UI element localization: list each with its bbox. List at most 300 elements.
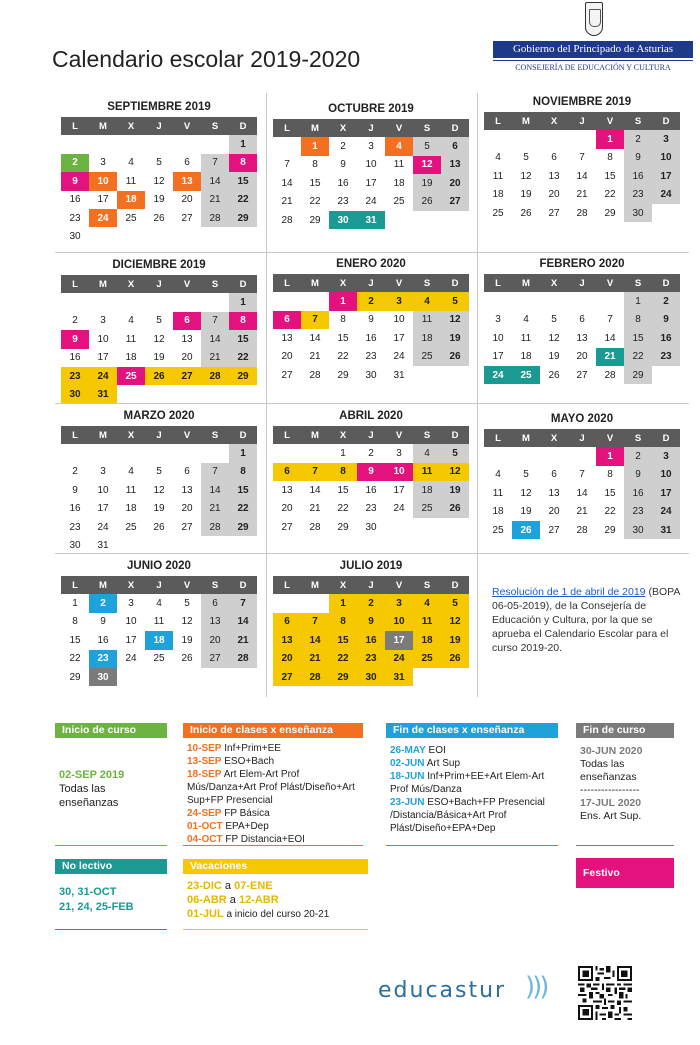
empty-cell — [201, 135, 229, 153]
day-cell: 18 — [413, 631, 441, 649]
day-cell: 23 — [624, 503, 652, 521]
day-cell: 7 — [607, 314, 613, 326]
day-cell: 11 — [125, 333, 137, 345]
day-cell: 16 — [365, 484, 377, 496]
day-cell: 11 — [413, 311, 441, 329]
weekday-header: X — [329, 576, 357, 594]
weekday-header: M — [301, 274, 329, 292]
day-cell: 21 — [576, 506, 588, 518]
month-grid — [61, 275, 257, 404]
empty-cell — [484, 292, 512, 310]
day-cell: 9 — [100, 616, 106, 628]
resolution-link[interactable]: Resolución de 1 de abril de 2019 — [492, 586, 646, 598]
empty-cell — [201, 444, 229, 462]
day-cell: 27 — [181, 521, 193, 533]
weekday-header: X — [329, 119, 357, 137]
day-cell: 12 — [548, 332, 560, 344]
day-cell: 28 — [604, 369, 616, 381]
weekday-header: J — [145, 426, 173, 444]
day-cell: 8 — [607, 469, 613, 481]
day-cell: 7 — [284, 159, 290, 171]
day-cell: 20 — [281, 351, 293, 363]
day-cell: 7 — [201, 312, 229, 330]
day-cell: 5 — [523, 152, 529, 164]
weekday-header: M — [89, 275, 117, 293]
day-cell: 30 — [89, 668, 117, 686]
weekday-header: L — [484, 429, 512, 447]
legend-underline — [386, 845, 558, 846]
day-cell: 5 — [156, 466, 162, 478]
day-cell: 20 — [548, 506, 560, 518]
day-cell: 13 — [281, 332, 293, 344]
day-cell: 2 — [652, 292, 680, 310]
day-cell: 20 — [273, 650, 301, 668]
day-cell: 17 — [365, 177, 377, 189]
day-cell: 27 — [281, 369, 293, 381]
empty-cell — [173, 444, 201, 462]
month-7 — [273, 410, 469, 536]
day-cell: 11 — [153, 616, 165, 628]
empty-cell — [173, 293, 201, 311]
empty-cell — [89, 444, 117, 462]
day-cell: 1 — [596, 447, 624, 465]
day-cell: 9 — [624, 149, 652, 167]
legend-text: Ens. Art Sup. — [580, 810, 642, 822]
empty-cell — [273, 594, 301, 612]
day-cell: 22 — [229, 191, 257, 209]
month-grid — [273, 119, 469, 229]
day-cell: 24 — [393, 351, 405, 363]
day-cell: 25 — [125, 212, 137, 224]
day-cell: 21 — [201, 191, 229, 209]
day-cell: 10 — [652, 149, 680, 167]
day-cell: 4 — [128, 157, 134, 169]
day-cell: 12 — [520, 170, 532, 182]
government-name: Gobierno del Principado de Asturias — [493, 41, 693, 58]
legend-date: 12-ABR — [238, 894, 279, 906]
weekday-header: V — [173, 576, 201, 594]
day-cell: 30 — [61, 385, 89, 403]
day-cell: 8 — [229, 463, 257, 481]
weekday-header: V — [173, 275, 201, 293]
month-grid — [484, 274, 680, 384]
day-cell: 27 — [281, 521, 293, 533]
crest-icon — [585, 2, 603, 36]
legend-title: No lectivo — [55, 859, 167, 874]
day-cell: 2 — [340, 141, 346, 153]
day-cell: 1 — [596, 130, 624, 148]
day-cell: 3 — [396, 448, 402, 460]
empty-cell — [484, 447, 512, 465]
day-cell: 11 — [492, 170, 504, 182]
day-cell: 12 — [181, 616, 193, 628]
weekday-header: D — [441, 119, 469, 137]
legend-date: 23-DIC — [187, 880, 222, 892]
day-cell: 31 — [385, 668, 413, 686]
weekday-header: S — [624, 429, 652, 447]
day-cell: 21 — [281, 196, 293, 208]
day-cell: 29 — [69, 671, 81, 683]
weekday-header: X — [540, 112, 568, 130]
day-cell: 25 — [413, 348, 441, 366]
day-cell: 6 — [184, 466, 190, 478]
day-cell: 15 — [337, 332, 349, 344]
day-cell: 16 — [69, 503, 81, 515]
day-cell: 21 — [201, 349, 229, 367]
day-cell: 7 — [579, 469, 585, 481]
day-cell: 23 — [69, 521, 81, 533]
weekday-header: X — [540, 429, 568, 447]
day-cell: 27 — [181, 212, 193, 224]
row-divider — [55, 252, 689, 253]
weekday-header: J — [568, 274, 596, 292]
day-cell: 6 — [441, 137, 469, 155]
day-cell: 13 — [201, 613, 229, 631]
day-cell: 18 — [413, 329, 441, 347]
month-6 — [61, 410, 257, 555]
day-cell: 13 — [273, 631, 301, 649]
legend-title: Vacaciones — [183, 859, 368, 874]
day-cell: 15 — [604, 487, 616, 499]
day-cell: 3 — [652, 130, 680, 148]
day-cell: 16 — [357, 631, 385, 649]
legend-text: Art Sup — [426, 758, 461, 769]
empty-cell — [512, 447, 540, 465]
day-cell: 20 — [181, 194, 193, 206]
month-4 — [273, 258, 469, 384]
day-cell: 31 — [97, 540, 109, 552]
day-cell: 29 — [229, 518, 257, 536]
day-cell: 15 — [229, 330, 257, 348]
day-cell: 29 — [229, 367, 257, 385]
day-cell: 4 — [128, 315, 134, 327]
day-cell: 18 — [413, 481, 441, 499]
day-cell: 21 — [576, 189, 588, 201]
legend-text: ESO+Bach+FP Presencial /Distancia/Básica+Art Prof Plást/Diseño+EPA+Dep — [390, 797, 545, 834]
weekday-header: D — [229, 117, 257, 135]
weekday-header: S — [201, 275, 229, 293]
day-cell: 10 — [385, 463, 413, 481]
day-cell: 12 — [153, 333, 165, 345]
weekday-header: M — [512, 274, 540, 292]
legend-item — [187, 807, 357, 820]
day-cell: 29 — [337, 369, 349, 381]
legend-text: Inf+Prim+EE+Art Elem-Art Prof Mús/Danza — [390, 771, 545, 795]
day-cell: 20 — [576, 351, 588, 363]
day-cell: 23 — [337, 196, 349, 208]
weekday-header: J — [568, 429, 596, 447]
day-cell: 9 — [624, 466, 652, 484]
weekday-header: L — [484, 274, 512, 292]
legend-text: a inicio del curso 20-21 — [223, 909, 330, 920]
day-cell: 19 — [153, 503, 165, 515]
day-cell: 7 — [201, 463, 229, 481]
month-name: NOVIEMBRE 2019 — [532, 96, 632, 108]
weekday-header: X — [117, 275, 145, 293]
day-cell: 29 — [309, 214, 321, 226]
day-cell: 5 — [413, 137, 441, 155]
day-cell: 24 — [385, 650, 413, 668]
weekday-header: L — [61, 426, 89, 444]
empty-cell — [173, 135, 201, 153]
day-cell: 8 — [607, 152, 613, 164]
day-cell: 28 — [309, 521, 321, 533]
empty-cell — [596, 292, 624, 310]
day-cell: 18 — [117, 191, 145, 209]
day-cell: 21 — [301, 650, 329, 668]
day-cell: 31 — [652, 521, 680, 539]
day-cell: 27 — [576, 369, 588, 381]
day-cell: 14 — [201, 481, 229, 499]
month-name: ABRIL 2020 — [339, 410, 403, 422]
day-cell: 26 — [181, 653, 193, 665]
day-cell: 8 — [72, 616, 78, 628]
day-cell: 26 — [153, 212, 165, 224]
month-grid — [61, 576, 257, 686]
day-cell: 10 — [89, 172, 117, 190]
day-cell: 16 — [365, 332, 377, 344]
day-cell: 3 — [100, 315, 106, 327]
legend-date: 21, 24, 25-FEB — [59, 901, 134, 913]
day-cell: 17 — [652, 167, 680, 185]
legend-underline — [576, 845, 674, 846]
day-cell: 21 — [309, 351, 321, 363]
month-grid — [61, 117, 257, 246]
day-cell: 31 — [393, 369, 405, 381]
weekday-header: V — [596, 112, 624, 130]
empty-cell — [61, 293, 89, 311]
day-cell: 19 — [181, 634, 193, 646]
legend-date: 01-JUL — [187, 908, 224, 920]
day-cell: 1 — [624, 292, 652, 310]
day-cell: 23 — [357, 650, 385, 668]
day-cell: 8 — [329, 613, 357, 631]
legend-underline — [55, 845, 167, 846]
weekday-header: M — [512, 112, 540, 130]
empty-cell — [301, 444, 329, 462]
day-cell: 9 — [357, 613, 385, 631]
day-cell: 26 — [548, 369, 560, 381]
day-cell: 17 — [125, 634, 137, 646]
empty-cell — [540, 292, 568, 310]
day-cell: 12 — [153, 484, 165, 496]
day-cell: 22 — [604, 189, 616, 201]
legend-date: 13-SEP — [187, 756, 222, 767]
day-cell: 24 — [365, 196, 377, 208]
empty-cell — [61, 444, 89, 462]
legend-text: a — [226, 894, 239, 906]
day-cell: 8 — [229, 312, 257, 330]
empty-cell — [568, 292, 596, 310]
day-cell: 7 — [579, 152, 585, 164]
legend-date: 30, 31-OCT — [59, 886, 117, 898]
day-cell: 25 — [492, 524, 504, 536]
day-cell: 18 — [125, 352, 137, 364]
day-cell: 14 — [604, 332, 616, 344]
legend-date: 04-OCT — [187, 834, 223, 845]
day-cell: 28 — [576, 524, 588, 536]
weekday-header: M — [512, 429, 540, 447]
day-cell: 15 — [309, 177, 321, 189]
day-cell: 25 — [413, 500, 441, 518]
day-cell: 10 — [492, 332, 504, 344]
legend-date: 06-ABR — [187, 894, 227, 906]
weekday-header: S — [624, 112, 652, 130]
day-cell: 16 — [624, 484, 652, 502]
legend-item — [390, 744, 552, 757]
day-cell: 23 — [365, 351, 377, 363]
day-cell: 13 — [548, 170, 560, 182]
day-cell: 22 — [69, 653, 81, 665]
legend-date: 02-JUN — [390, 758, 425, 769]
day-cell: 17 — [652, 484, 680, 502]
weekday-header: D — [229, 426, 257, 444]
day-cell: 5 — [441, 292, 469, 310]
weekday-header: D — [441, 274, 469, 292]
day-cell: 14 — [281, 177, 293, 189]
legend-title: Inicio de curso — [55, 723, 167, 738]
weekday-header: M — [301, 426, 329, 444]
day-cell: 5 — [441, 444, 469, 462]
day-cell: 1 — [229, 293, 257, 311]
day-cell: 22 — [337, 503, 349, 515]
day-cell: 26 — [520, 207, 532, 219]
weekday-header: S — [201, 576, 229, 594]
legend-fin-curso — [576, 723, 674, 847]
day-cell: 14 — [201, 330, 229, 348]
day-cell: 28 — [309, 369, 321, 381]
day-cell: 19 — [413, 174, 441, 192]
weekday-header: D — [229, 275, 257, 293]
educastur-logo: educastur — [378, 978, 507, 1003]
legend-item — [187, 893, 362, 907]
day-cell: 8 — [340, 314, 346, 326]
empty-cell — [145, 135, 173, 153]
empty-cell — [273, 137, 301, 155]
day-cell: 2 — [624, 130, 652, 148]
day-cell: 3 — [128, 598, 134, 610]
day-cell: 16 — [652, 329, 680, 347]
legend-underline — [183, 929, 368, 930]
weekday-header: X — [117, 426, 145, 444]
weekday-header: D — [652, 112, 680, 130]
day-cell: 4 — [413, 444, 441, 462]
weekday-header: M — [89, 576, 117, 594]
empty-cell — [301, 594, 329, 612]
weekday-header: V — [385, 576, 413, 594]
day-cell: 3 — [652, 447, 680, 465]
weekday-header: V — [173, 426, 201, 444]
weekday-header: M — [301, 119, 329, 137]
day-cell: 13 — [441, 156, 469, 174]
day-cell: 2 — [624, 447, 652, 465]
day-cell: 7 — [301, 311, 329, 329]
month-1 — [273, 103, 469, 229]
day-cell: 21 — [596, 348, 624, 366]
day-cell: 21 — [229, 631, 257, 649]
day-cell: 8 — [312, 159, 318, 171]
day-cell: 3 — [385, 292, 413, 310]
day-cell: 12 — [153, 175, 165, 187]
day-cell: 17 — [492, 351, 504, 363]
month-grid — [484, 429, 680, 539]
day-cell: 4 — [156, 598, 162, 610]
day-cell: 12 — [441, 311, 469, 329]
day-cell: 19 — [153, 194, 165, 206]
day-cell: 10 — [385, 613, 413, 631]
legend-fin-clases — [386, 723, 558, 847]
month-name: OCTUBRE 2019 — [328, 103, 414, 115]
day-cell: 5 — [523, 469, 529, 481]
day-cell: 13 — [548, 487, 560, 499]
day-cell: 29 — [329, 668, 357, 686]
day-cell: 22 — [229, 500, 257, 518]
legend-separator: ----------------- — [580, 784, 640, 796]
weekday-header: L — [273, 426, 301, 444]
day-cell: 24 — [125, 653, 137, 665]
day-cell: 3 — [100, 157, 106, 169]
day-cell: 2 — [61, 154, 89, 172]
empty-cell — [61, 135, 89, 153]
legend-inicio-clases — [183, 723, 363, 847]
weekday-header: D — [652, 429, 680, 447]
day-cell: 29 — [604, 207, 616, 219]
day-cell: 14 — [309, 332, 321, 344]
day-cell: 17 — [393, 484, 405, 496]
day-cell: 6 — [184, 157, 190, 169]
legend-item — [390, 757, 552, 770]
legend-festivo — [576, 858, 674, 888]
empty-cell — [540, 130, 568, 148]
legend-item — [187, 742, 357, 755]
day-cell: 28 — [201, 518, 229, 536]
day-cell: 19 — [548, 351, 560, 363]
legend-title: Fin de curso — [576, 723, 674, 738]
legend-date: 26-MAY — [390, 745, 426, 756]
day-cell: 10 — [125, 616, 137, 628]
weekday-header: S — [413, 274, 441, 292]
weekday-header: L — [61, 117, 89, 135]
legend-text: EOI — [428, 745, 446, 756]
day-cell: 20 — [281, 503, 293, 515]
day-cell: 5 — [184, 598, 190, 610]
weekday-header: J — [145, 117, 173, 135]
weekday-header: D — [441, 426, 469, 444]
weekday-header: D — [652, 274, 680, 292]
weekday-header: J — [357, 274, 385, 292]
day-cell: 15 — [604, 170, 616, 182]
empty-cell — [273, 292, 301, 310]
weekday-header: S — [413, 119, 441, 137]
day-cell: 22 — [604, 506, 616, 518]
day-cell: 6 — [173, 312, 201, 330]
empty-cell — [89, 135, 117, 153]
weekday-header: X — [540, 274, 568, 292]
day-cell: 7 — [301, 463, 329, 481]
weekday-header: L — [273, 576, 301, 594]
day-cell: 18 — [145, 631, 173, 649]
day-cell: 1 — [329, 594, 357, 612]
legend-no-lectivo — [55, 859, 167, 931]
legend-date: 01-OCT — [187, 821, 223, 832]
day-cell: 16 — [97, 634, 109, 646]
day-cell: 8 — [229, 154, 257, 172]
month-name: JULIO 2019 — [339, 560, 403, 572]
legend-title: Fin de clases x enseñanza — [386, 723, 558, 738]
empty-cell — [301, 292, 329, 310]
legend-item — [187, 879, 362, 893]
day-cell: 17 — [97, 352, 109, 364]
